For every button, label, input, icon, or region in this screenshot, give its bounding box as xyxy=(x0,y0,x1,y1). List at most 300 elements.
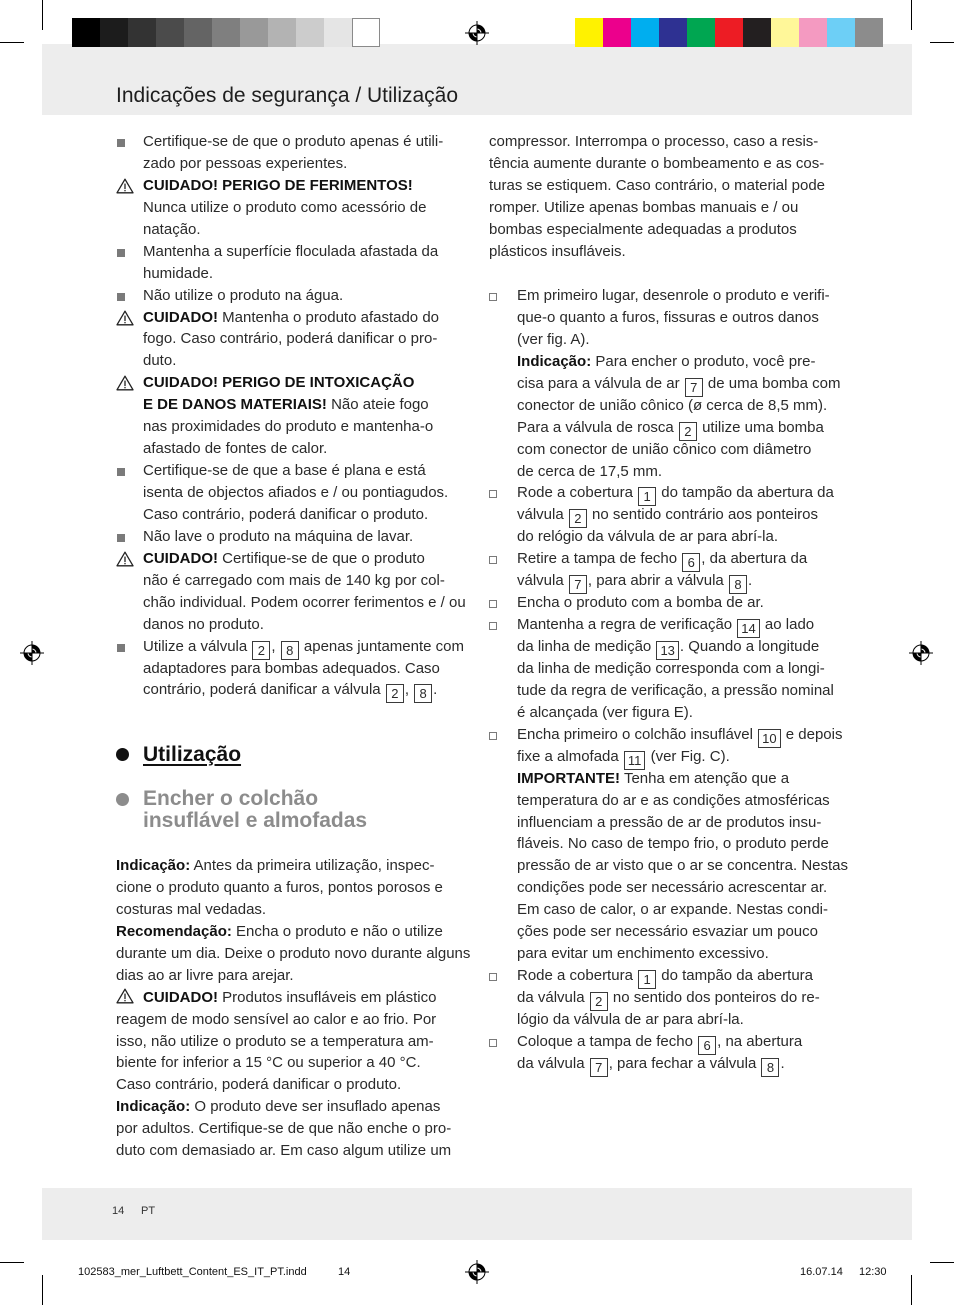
text-run: turas se estiquem. Caso contrário, o material pode xyxy=(489,176,825,194)
text-line xyxy=(517,614,889,636)
text-run: , para abrir a válvula xyxy=(587,572,728,590)
text-run: fogo. Caso contrário, poderá danificar o pro- xyxy=(143,330,438,348)
text-line xyxy=(116,1096,481,1118)
text-paragraph xyxy=(489,768,889,965)
text-run: Nunca utilize o produto como acessório de xyxy=(143,198,427,216)
color-swatch xyxy=(799,18,827,47)
text-run: Em caso de calor, o ar expande. Nestas condi- xyxy=(517,901,829,919)
crop-mark xyxy=(930,1262,954,1263)
text-line xyxy=(517,899,889,921)
part-number-box: 7 xyxy=(685,378,703,397)
bold-label: Indicação: xyxy=(116,1098,191,1116)
text-run: romper. Utilize apenas bombas manuais e / ou xyxy=(489,198,799,216)
text-run: , xyxy=(271,637,280,655)
warning-icon xyxy=(116,551,134,567)
text-line xyxy=(517,921,889,943)
checkbox-icon xyxy=(489,622,497,630)
color-swatch xyxy=(715,18,743,47)
warning-icon xyxy=(116,988,143,1004)
text-line xyxy=(517,461,889,483)
text-run: Não utilize o produto na água. xyxy=(143,286,344,304)
bold-label: CUIDADO! PERIGO DE INTOXICAÇÃO xyxy=(143,374,415,392)
text-run: Mantenha a superfície floculada afastada da xyxy=(143,242,439,260)
text-line xyxy=(517,812,889,834)
warning-note xyxy=(116,175,481,241)
text-line xyxy=(143,482,481,504)
text-run: é alcançada (ver figura E). xyxy=(517,703,693,721)
text-line xyxy=(143,614,481,636)
grayscale-color-bar xyxy=(72,18,380,47)
text-run: Coloque a tampa de fecho xyxy=(517,1032,698,1050)
text-run: no sentido dos ponteiros do re- xyxy=(608,989,820,1006)
slug-time: 12:30 xyxy=(859,1266,887,1278)
text-line xyxy=(489,219,889,241)
text-run: Caso contrário, poderá danificar o produto. xyxy=(143,505,429,523)
part-number-box: 2 xyxy=(569,509,587,528)
text-run: da válvula xyxy=(517,1054,589,1072)
text-line xyxy=(143,548,481,570)
crop-mark xyxy=(0,1262,24,1263)
text-line xyxy=(517,285,889,307)
text-line xyxy=(116,1140,481,1162)
text-line xyxy=(517,833,889,855)
text-line xyxy=(143,285,481,307)
text-run: , para fechar a válvula xyxy=(608,1054,761,1072)
text-line xyxy=(116,987,481,1009)
text-line xyxy=(116,1052,481,1074)
text-run: Produtos insufláveis em plástico xyxy=(218,988,437,1006)
text-line xyxy=(143,241,481,263)
part-number-box: 8 xyxy=(281,641,299,660)
text-paragraph xyxy=(116,855,481,921)
text-line xyxy=(143,416,481,438)
sub-heading xyxy=(116,788,456,832)
text-run: danos no produto. xyxy=(143,615,264,633)
text-run: fláveis. No caso de tempo frio, o produto perde xyxy=(517,835,829,853)
sub-heading-line: Encher o colchão xyxy=(143,787,319,810)
text-run: (ver Fig. C). xyxy=(646,747,730,765)
text-line xyxy=(517,790,889,812)
text-line xyxy=(517,724,889,746)
text-line xyxy=(517,307,889,329)
crop-mark xyxy=(911,0,912,30)
slug-page: 14 xyxy=(338,1266,351,1278)
text-run: (ver fig. A). xyxy=(517,330,590,348)
text-run: lógio da válvula de ar para abrí-la. xyxy=(517,1010,744,1028)
text-line xyxy=(517,768,889,790)
color-swatch xyxy=(771,18,799,47)
text-run: , xyxy=(404,681,414,699)
text-line xyxy=(116,877,481,899)
text-run: Para a válvula de rosca xyxy=(517,418,678,436)
part-number-box: 7 xyxy=(590,1058,608,1077)
text-run: Caso contrário, poderá danificar o produto. xyxy=(116,1076,402,1094)
text-run: do tampão da abertura da xyxy=(657,484,834,502)
text-line xyxy=(143,679,481,701)
text-line xyxy=(517,1009,889,1031)
text-run: durante um dia. Deixe o produto novo durante alguns xyxy=(116,944,471,962)
text-run: . Quando a longitude xyxy=(679,638,820,655)
text-run: Não ateie fogo xyxy=(326,396,429,414)
checkbox-icon xyxy=(489,600,497,608)
text-run: cisa para a válvula de ar xyxy=(517,374,684,392)
checkbox-icon xyxy=(489,490,497,498)
text-run: Mantenha a regra de verificação xyxy=(517,616,737,634)
text-line xyxy=(517,943,889,965)
color-swatch xyxy=(128,18,156,47)
process-color-bar xyxy=(575,18,883,47)
color-swatch xyxy=(240,18,268,47)
color-swatch xyxy=(268,18,296,47)
text-run: por adultos. Certifique-se de que não enche o pro- xyxy=(116,1120,452,1138)
text-run: dias ao ar livre para arejar. xyxy=(116,966,294,984)
text-line xyxy=(116,1118,481,1140)
part-number-box: 8 xyxy=(761,1058,779,1077)
text-run: Rode a cobertura xyxy=(517,484,638,502)
text-run: zado por pessoas experientes. xyxy=(143,154,348,172)
safety-note xyxy=(116,460,481,526)
text-run: Em primeiro lugar, desenrole o produto e verifi- xyxy=(517,287,830,304)
bold-label: E DE DANOS MATERIAIS! xyxy=(143,396,327,414)
part-number-box: 8 xyxy=(414,684,432,703)
text-line xyxy=(143,570,481,592)
text-line xyxy=(489,131,889,153)
checkbox-icon xyxy=(489,1039,497,1047)
bold-label: CUIDADO! xyxy=(143,549,218,567)
text-run: Encha o produto com a bomba de ar. xyxy=(517,594,764,612)
color-swatch xyxy=(72,18,100,47)
text-run: utilize uma bomba xyxy=(697,418,824,436)
text-line xyxy=(143,394,481,416)
text-run: Utilize a válvula xyxy=(143,637,252,655)
text-line xyxy=(143,526,481,548)
text-line xyxy=(143,592,481,614)
text-run: isenta de objectos afiados e / ou pontiagudos. xyxy=(143,484,449,501)
section-heading xyxy=(116,742,416,768)
text-run: Certifique-se de que a base é plana e está xyxy=(143,462,426,480)
registration-mark-icon xyxy=(909,641,933,665)
text-line xyxy=(517,417,889,439)
safety-note xyxy=(116,131,481,175)
warning-note xyxy=(116,372,481,460)
continued-paragraph xyxy=(489,131,889,263)
warning-icon xyxy=(116,310,134,326)
text-line xyxy=(489,241,889,263)
text-run: apenas juntamente com xyxy=(299,637,465,655)
color-swatch xyxy=(324,18,352,47)
color-swatch xyxy=(296,18,324,47)
text-line xyxy=(116,1009,481,1031)
text-run: Tenha em atenção que a xyxy=(620,769,790,787)
text-line xyxy=(517,1031,889,1053)
inflation-steps-list xyxy=(489,285,889,1075)
text-line xyxy=(517,439,889,461)
text-paragraph xyxy=(116,987,481,1097)
checkbox-icon xyxy=(489,556,497,564)
text-run: válvula xyxy=(517,506,568,524)
heading-bullet-icon xyxy=(116,748,129,761)
text-run: da linha de medição xyxy=(517,638,656,655)
checkbox-icon xyxy=(489,973,497,981)
color-swatch xyxy=(100,18,128,47)
text-run: de cerca de 17,5 mm. xyxy=(517,462,663,480)
text-line xyxy=(517,680,889,702)
text-run: da linha de medição corresponda com a longi- xyxy=(517,659,825,677)
instruction-step xyxy=(489,965,889,1031)
text-run: temperatura do ar e as condições atmosféricas xyxy=(517,791,830,809)
text-line xyxy=(116,899,481,921)
text-line xyxy=(143,504,481,526)
crop-mark xyxy=(911,1275,912,1305)
text-line xyxy=(517,592,889,614)
text-run: contrário, poderá danificar a válvula xyxy=(143,681,385,699)
color-swatch xyxy=(631,18,659,47)
text-run: afastado de fontes de calor. xyxy=(143,440,328,458)
registration-mark-icon xyxy=(465,21,489,45)
text-line xyxy=(143,658,481,680)
text-line xyxy=(116,965,481,987)
warning-note xyxy=(116,307,481,373)
page-number: 14 xyxy=(112,1205,125,1217)
text-run: duto. xyxy=(143,352,177,370)
text-line xyxy=(517,482,889,504)
text-run: O produto deve ser insuflado apenas xyxy=(190,1098,441,1116)
instruction-step xyxy=(489,592,889,614)
text-line xyxy=(517,373,889,395)
text-run: Para encher o produto, você pre- xyxy=(591,352,816,370)
text-line xyxy=(143,219,481,241)
part-number-box: 6 xyxy=(682,553,700,572)
text-line xyxy=(116,1074,481,1096)
text-line xyxy=(143,350,481,372)
text-run: Certifique-se de que o produto xyxy=(218,549,425,567)
slug-filename: 102583_mer_Luftbett_Content_ES_IT_PT.indd xyxy=(78,1266,307,1278)
bold-label: Recomendação: xyxy=(116,922,232,940)
checkbox-icon xyxy=(489,293,497,301)
text-run: com conector de união cônico com diâmetro xyxy=(517,440,812,458)
text-run: plásticos insufláveis. xyxy=(489,242,626,260)
color-swatch xyxy=(827,18,855,47)
subheading-bullet-icon xyxy=(116,793,129,806)
registration-mark-icon xyxy=(20,641,44,665)
instruction-step xyxy=(489,548,889,592)
text-run: Encha primeiro o colchão insuflável xyxy=(517,725,758,743)
text-line xyxy=(489,175,889,197)
section-heading-text: Utilização xyxy=(143,743,242,766)
color-swatch xyxy=(352,18,380,47)
text-run: bombas especialmente adequadas a produtos xyxy=(489,220,797,238)
part-number-box: 2 xyxy=(386,684,404,703)
text-line xyxy=(517,636,889,658)
text-run: . xyxy=(747,572,753,590)
text-line xyxy=(116,921,481,943)
text-line xyxy=(517,1053,889,1075)
text-line xyxy=(517,570,889,592)
color-swatch xyxy=(575,18,603,47)
text-run: compressor. Interrompa o processo, caso a resis- xyxy=(489,133,819,150)
text-run: natação. xyxy=(143,220,201,238)
color-swatch xyxy=(855,18,883,47)
part-number-box: 11 xyxy=(624,751,646,770)
text-line xyxy=(517,987,889,1009)
square-bullet-icon xyxy=(117,468,125,476)
color-swatch xyxy=(184,18,212,47)
part-number-box: 7 xyxy=(569,575,587,594)
text-run: tude da regra de verificação, a pressão nominal xyxy=(517,681,834,699)
text-line xyxy=(143,460,481,482)
text-line xyxy=(517,526,889,548)
text-line xyxy=(143,153,481,175)
color-swatch xyxy=(212,18,240,47)
instruction-step xyxy=(489,285,889,351)
part-number-box: 13 xyxy=(656,641,678,660)
instruction-step xyxy=(489,614,889,724)
safety-note xyxy=(116,241,481,285)
text-paragraph xyxy=(489,131,889,263)
crop-mark xyxy=(930,42,954,43)
color-swatch xyxy=(743,18,771,47)
text-run: isso, não utilize o produto se a temperatura am- xyxy=(116,1032,434,1050)
text-line xyxy=(143,197,481,219)
text-line xyxy=(517,351,889,373)
square-bullet-icon xyxy=(117,293,125,301)
footer-band xyxy=(42,1188,912,1240)
safety-note xyxy=(116,526,481,548)
part-number-box: 1 xyxy=(638,487,656,506)
text-run: duto com demasiado ar. Em caso algum utilize um xyxy=(116,1142,452,1160)
square-bullet-icon xyxy=(117,644,125,652)
part-number-box: 6 xyxy=(698,1036,716,1055)
part-number-box: 1 xyxy=(638,970,656,989)
safety-note xyxy=(116,285,481,307)
text-line xyxy=(517,855,889,877)
bold-label: CUIDADO! xyxy=(143,988,218,1006)
text-run: do tampão da abertura xyxy=(657,967,814,985)
text-line xyxy=(517,965,889,987)
crop-mark xyxy=(42,0,43,30)
bold-label: CUIDADO! xyxy=(143,308,218,326)
text-line xyxy=(143,372,481,394)
slug-date: 16.07.14 xyxy=(800,1266,843,1278)
text-line xyxy=(143,636,481,658)
bold-label: Indicação: xyxy=(116,857,191,874)
inflation-notes xyxy=(116,855,481,1162)
text-line xyxy=(489,197,889,219)
bold-label: Indicação: xyxy=(517,352,592,370)
text-line xyxy=(489,153,889,175)
text-run: Retire a tampa de fecho xyxy=(517,550,682,568)
language-code: PT xyxy=(141,1205,156,1217)
text-run: reagem de modo sensível ao calor e ao frio. Por xyxy=(116,1010,437,1028)
text-run: e depois xyxy=(781,725,843,743)
text-run: humidade. xyxy=(143,264,214,282)
color-swatch xyxy=(603,18,631,47)
text-run: . xyxy=(780,1054,785,1072)
text-line xyxy=(143,307,481,329)
text-run: Antes da primeira utilização, inspec- xyxy=(190,857,435,874)
safety-notes-list xyxy=(116,131,481,701)
text-paragraph xyxy=(116,1096,481,1162)
part-number-box: 8 xyxy=(729,575,747,594)
color-swatch xyxy=(687,18,715,47)
text-run: Não lave o produto na máquina de lavar. xyxy=(143,527,414,545)
text-run: para evitar um enchimento excessivo. xyxy=(517,945,769,963)
part-number-box: 14 xyxy=(737,619,759,638)
text-run: Encha o produto e não o utilize xyxy=(231,922,443,940)
instruction-step xyxy=(489,482,889,548)
text-run: nas proximidades do produto e mantenha-o xyxy=(143,418,434,436)
registration-mark-icon xyxy=(465,1260,489,1284)
text-run: válvula xyxy=(517,572,568,590)
text-run: ções pode ser necessário esvaziar um pouco xyxy=(517,923,818,941)
square-bullet-icon xyxy=(117,139,125,147)
warning-icon xyxy=(116,375,134,391)
text-line xyxy=(517,329,889,351)
bold-label: IMPORTANTE! xyxy=(517,769,621,787)
text-run: ao lado xyxy=(760,616,815,634)
sub-heading-line: insuflável e almofadas xyxy=(143,809,368,832)
text-line xyxy=(116,1031,481,1053)
crop-mark xyxy=(42,1275,43,1305)
text-run: tência aumente durante o bombeamento e as cos- xyxy=(489,154,825,172)
text-run: costuras mal vedadas. xyxy=(116,900,267,918)
color-swatch xyxy=(156,18,184,47)
part-number-box: 2 xyxy=(252,641,270,660)
text-line xyxy=(116,855,481,877)
text-run: pressão de ar visto que o ar se concentra. Nestas xyxy=(517,857,849,875)
text-line xyxy=(517,746,889,768)
text-line xyxy=(517,504,889,526)
text-run: . xyxy=(433,681,438,699)
crop-mark xyxy=(0,42,24,43)
text-run: de uma bomba com xyxy=(703,374,841,392)
square-bullet-icon xyxy=(117,534,125,542)
part-number-box: 2 xyxy=(590,992,608,1011)
text-run: fixe a almofada xyxy=(517,747,623,765)
text-run: chão individual. Podem ocorrer ferimentos e / ou xyxy=(143,593,466,611)
page-title: Indicações de segurança / Utilização xyxy=(116,84,459,107)
text-run: da válvula xyxy=(517,989,589,1006)
text-line xyxy=(143,328,481,350)
text-run: no sentido contrário aos ponteiros xyxy=(587,506,819,524)
text-run: cione o produto quanto a furos, pontos porosos e xyxy=(116,878,443,896)
text-run: Mantenha o produto afastado do xyxy=(218,308,440,326)
text-run: , da abertura da xyxy=(701,550,808,568)
warning-icon xyxy=(116,178,134,194)
text-run: que-o quanto a furos, fissuras e outros danos xyxy=(517,308,819,326)
square-bullet-icon xyxy=(117,249,125,257)
text-paragraph xyxy=(489,351,889,483)
text-line xyxy=(517,395,889,417)
text-line xyxy=(116,943,481,965)
text-run: Rode a cobertura xyxy=(517,967,638,985)
instruction-step xyxy=(489,724,889,768)
text-run: , na abertura xyxy=(717,1032,803,1050)
bold-label: CUIDADO! PERIGO DE FERIMENTOS! xyxy=(143,176,413,194)
text-line xyxy=(517,548,889,570)
text-line xyxy=(517,702,889,724)
text-run: não é carregado com mais de 140 kg por col- xyxy=(143,571,445,589)
text-run: Certifique-se de que o produto apenas é utili- xyxy=(143,133,444,150)
instruction-step xyxy=(489,1031,889,1075)
text-run: biente for inferior a 15 °C ou superior a 40 °C. xyxy=(116,1054,421,1072)
text-line xyxy=(143,175,481,197)
safety-note xyxy=(116,636,481,702)
text-line xyxy=(517,658,889,680)
part-number-box: 2 xyxy=(679,422,697,441)
warning-note xyxy=(116,548,481,636)
text-run: adaptadores para bombas adequados. Caso xyxy=(143,659,440,677)
